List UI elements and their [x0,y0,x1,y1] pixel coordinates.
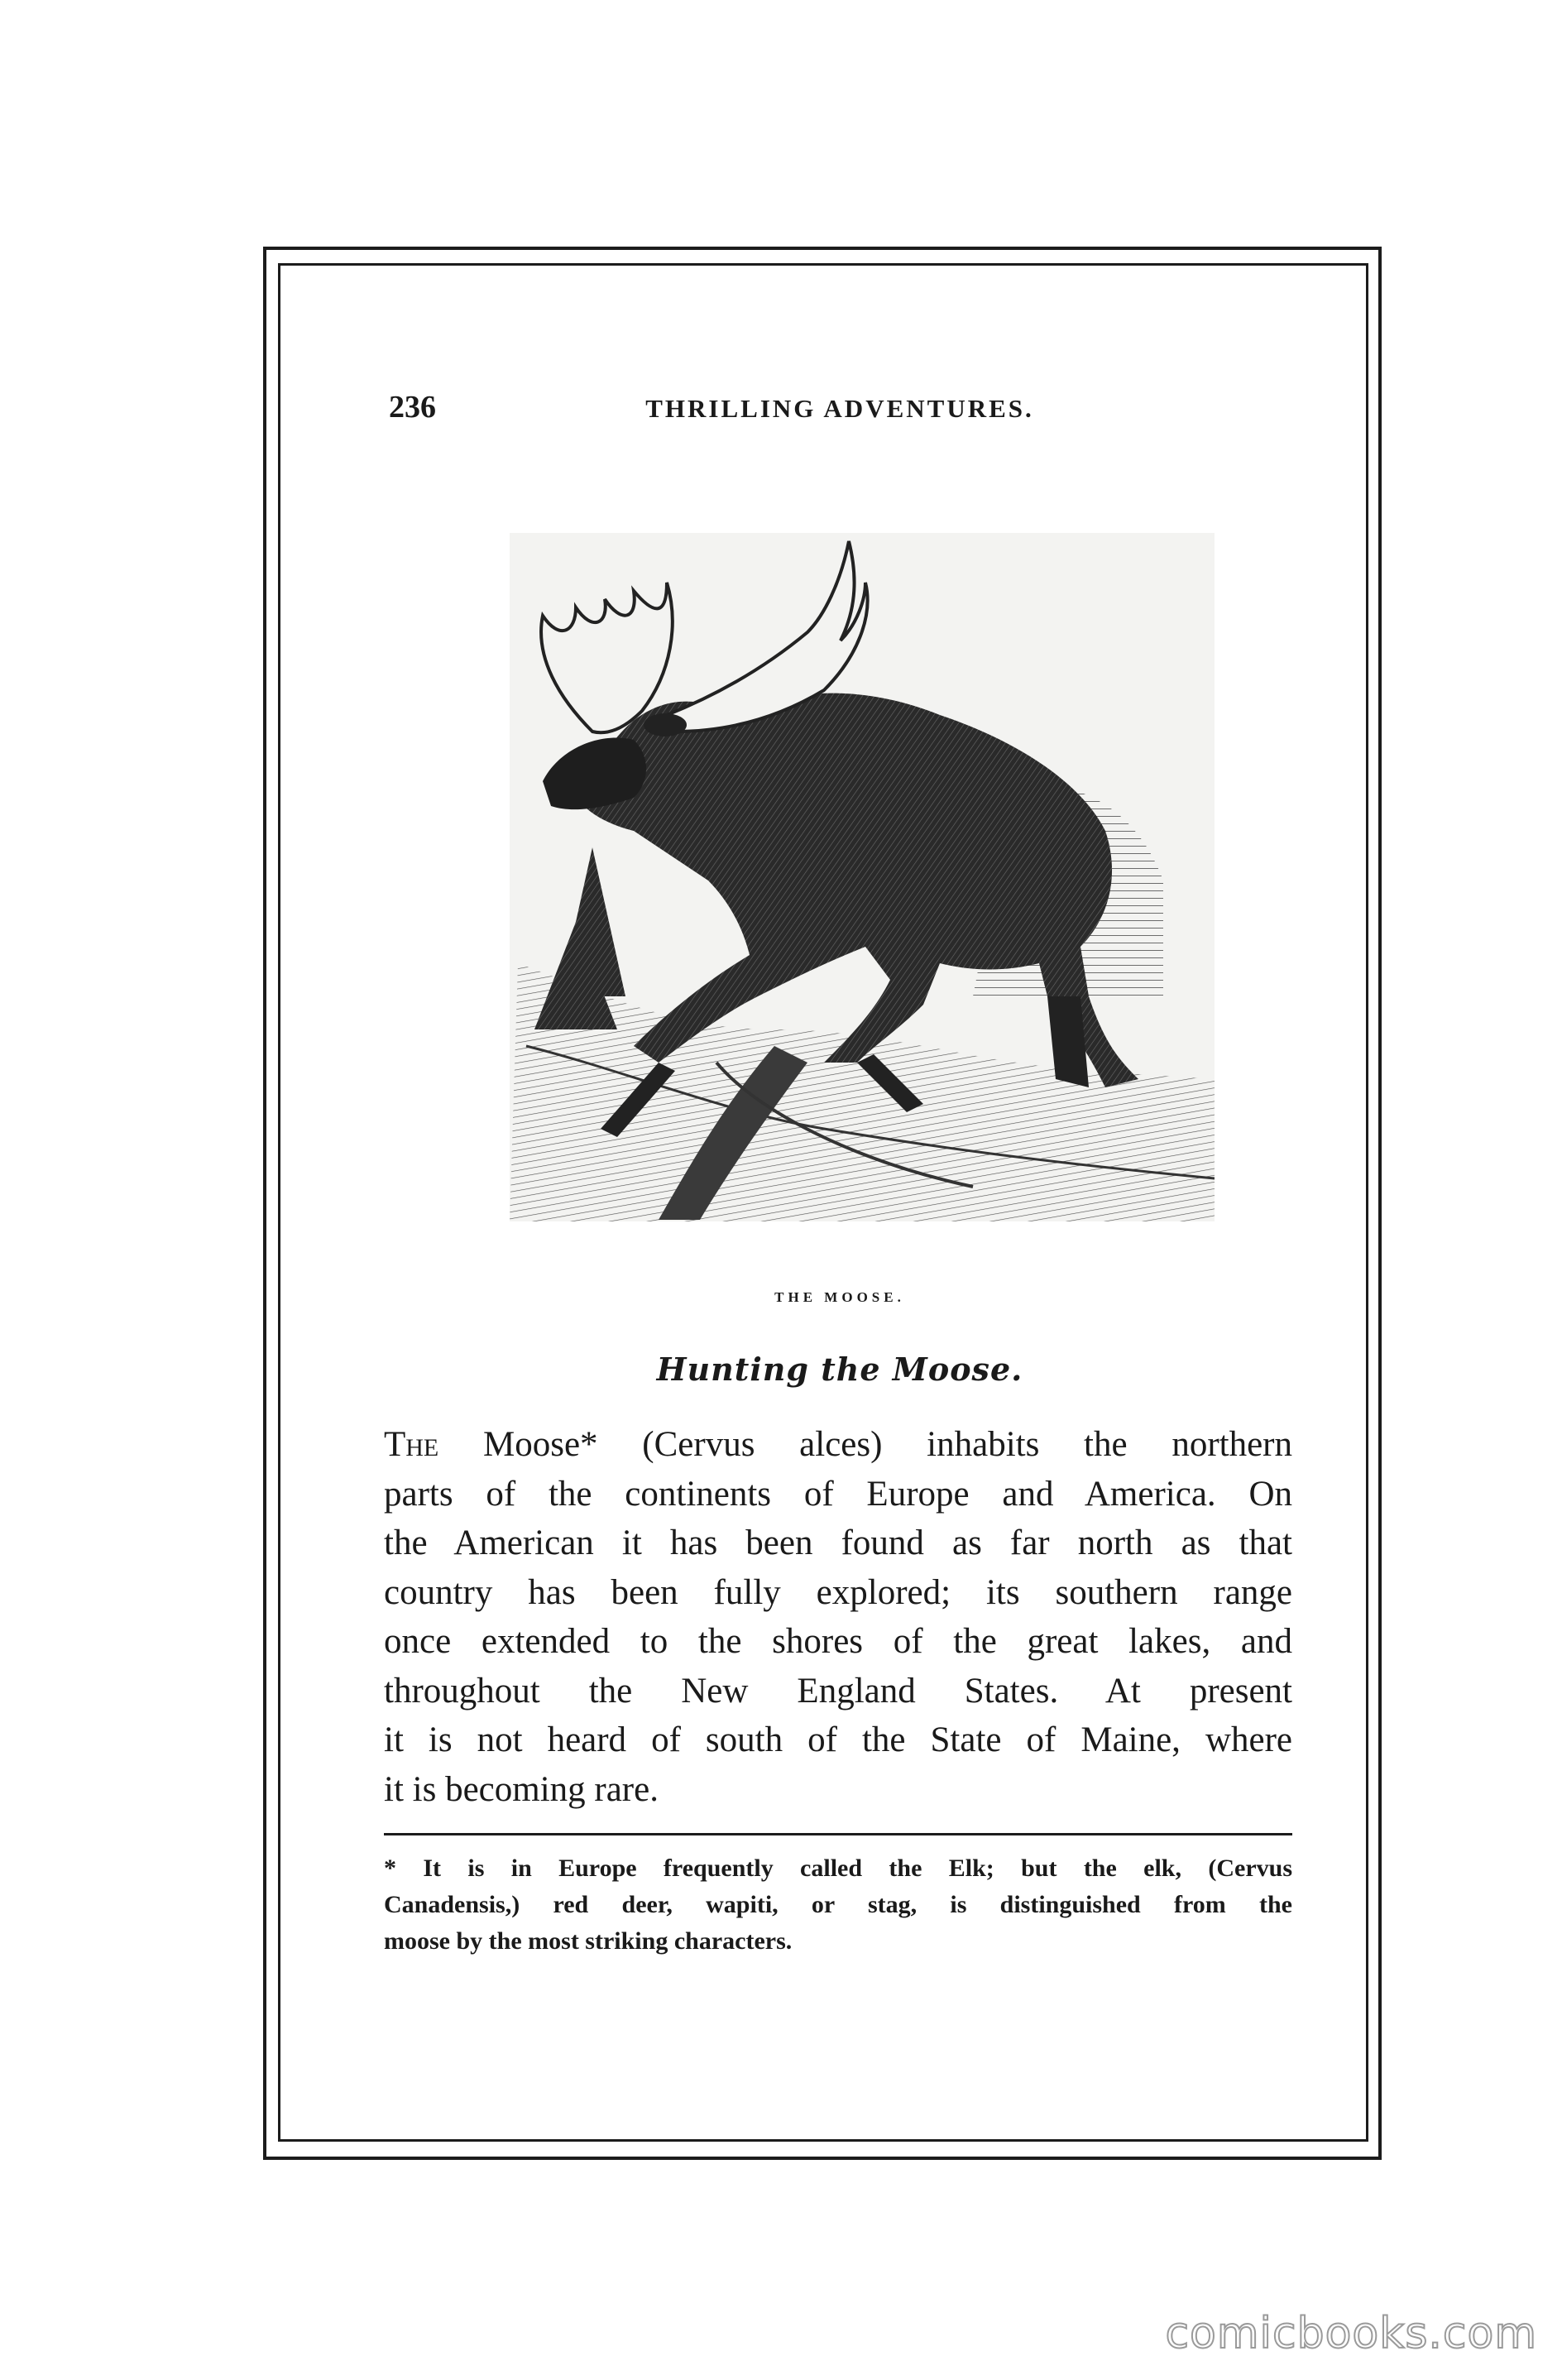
body-line: once extended to the shores of the great lakes, and [384,1622,1292,1661]
body-line: it is not heard of south of the State of Maine, where [384,1720,1292,1759]
footnote-divider [384,1833,1292,1835]
moose-engraving-icon [510,533,1215,1221]
watermark-logo: comicbooks.com [1165,2309,1537,2358]
section-heading: Hunting the Moose. [656,1351,1023,1388]
page-number: 236 [389,390,436,425]
body-line: parts of the continents of Europe and America. On [384,1474,1292,1514]
lead-word: The [384,1425,439,1464]
body-paragraph [384,1420,1292,1814]
running-title: THRILLING ADVENTURES. [645,394,1034,423]
footnote-line: Canadensis,) red deer, wapiti, or stag, is distinguished from the [384,1891,1292,1918]
body-line [384,1420,1292,1470]
footnote-line: * It is in Europe frequently called the Elk; but the elk, (Cervus [384,1855,1292,1882]
figure-caption: THE MOOSE. [774,1289,905,1305]
body-line-text: Moose* (Cervus alces) inhabits the northern [438,1425,1292,1464]
body-line: it is becoming rare. [384,1769,659,1809]
body-line: the American it has been found as far north as that [384,1523,1292,1562]
body-line: country has been fully explored; its southern range [384,1572,1292,1612]
footnote [384,1850,1292,1960]
footnote-line: moose by the most striking characters. [384,1927,793,1955]
running-head [389,389,1291,439]
body-line: throughout the New England States. At present [384,1671,1292,1711]
